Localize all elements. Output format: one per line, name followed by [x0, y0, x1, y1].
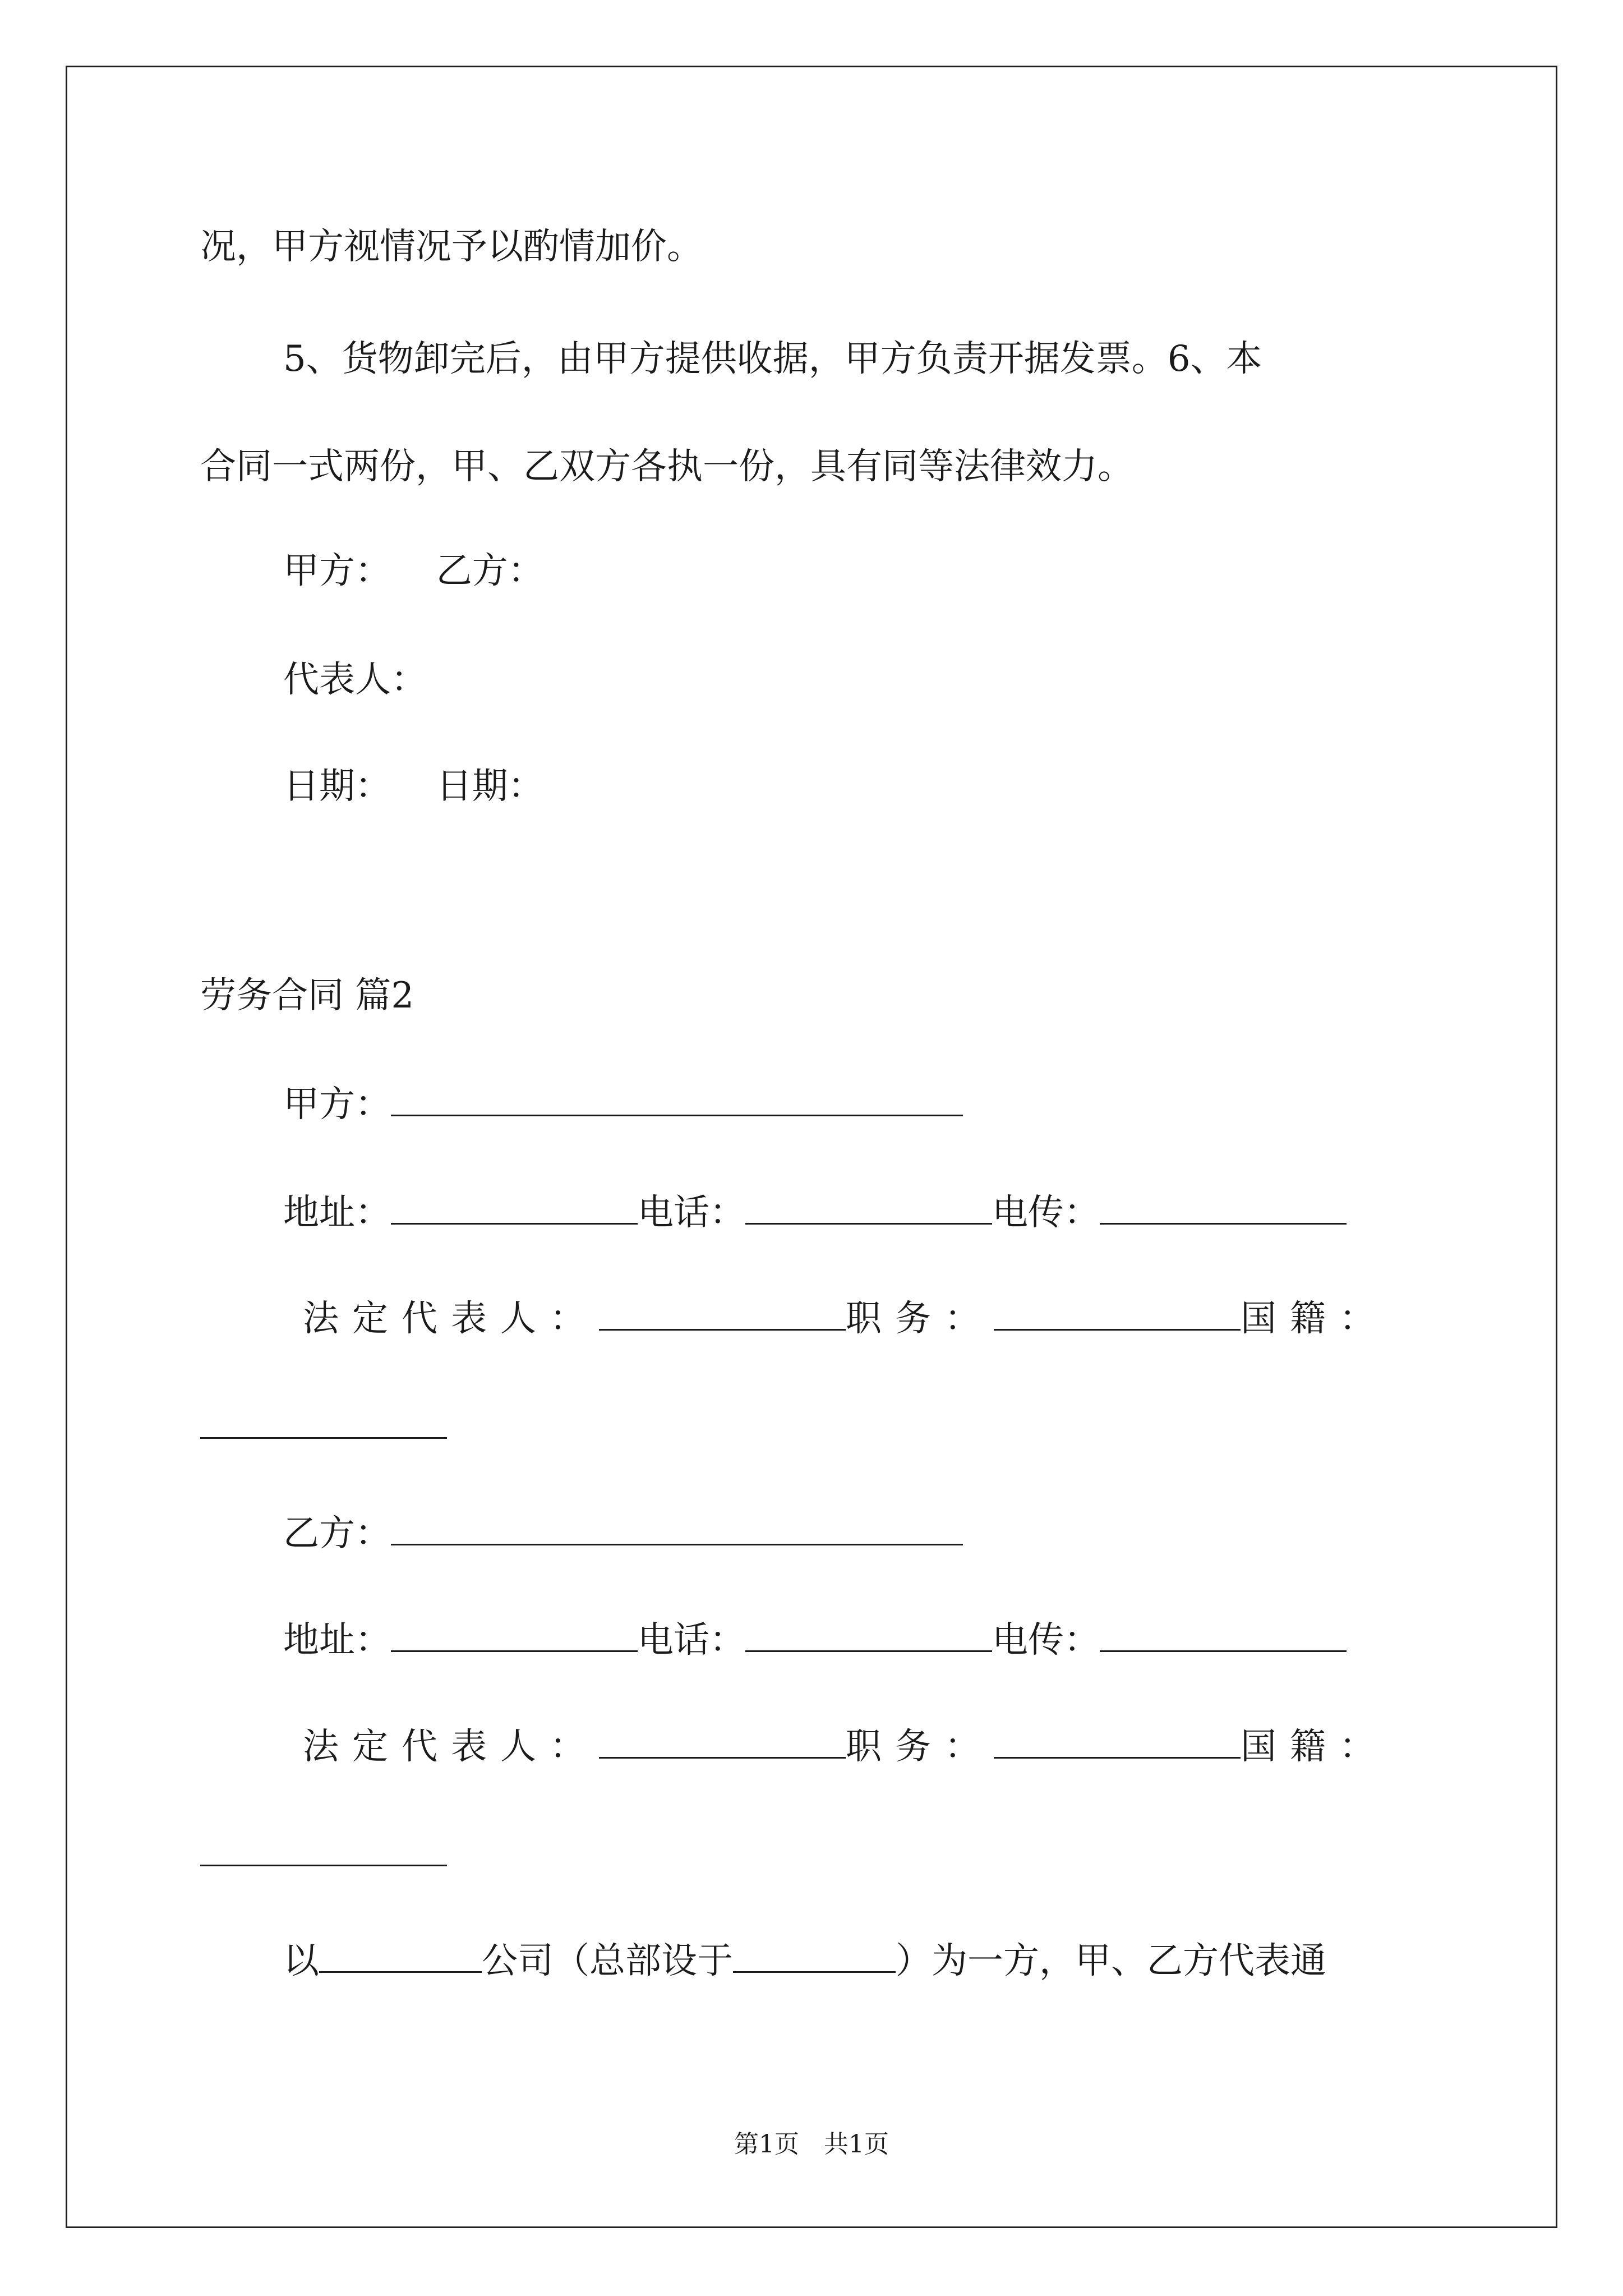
party-a-fax-blank — [1100, 1188, 1347, 1225]
party-b-nationality-line — [200, 1830, 447, 1877]
party-a-phone-label: 电话： — [638, 1192, 745, 1234]
text-line-3-content: 合同一式两份，甲、乙双方各执一份，具有同等法律效力。 — [200, 446, 1133, 487]
party-a-nationality-label: 国籍： — [1241, 1298, 1389, 1340]
text-line-2 — [283, 337, 1262, 381]
party-a-position-label: 职务： — [846, 1298, 994, 1340]
date-b-label: 日期： — [436, 766, 544, 807]
party-b-legal-rep-blank — [599, 1722, 846, 1759]
section-title — [200, 973, 414, 1018]
date-a-label: 日期： — [283, 766, 391, 807]
representative-line — [283, 657, 427, 702]
party-a-position-blank — [994, 1294, 1241, 1331]
party-a-rep-line — [303, 1294, 1389, 1341]
party-b-contact-line — [283, 1616, 1347, 1663]
company-name-blank — [319, 1936, 482, 1973]
party-b-nationality-blank — [200, 1830, 447, 1866]
closing-suffix: ）为一方，甲、乙方代表通 — [896, 1940, 1326, 1982]
page-footer — [0, 2129, 1623, 2160]
section-title-text: 劳务合同 篇2 — [200, 975, 414, 1016]
party-b-address-label: 地址： — [283, 1619, 391, 1661]
party-a-blank — [391, 1080, 963, 1116]
party-b-label: 乙方： — [283, 1513, 391, 1554]
party-b-position-blank — [994, 1722, 1241, 1759]
party-b-phone-blank — [745, 1616, 992, 1652]
party-a-nationality-line — [200, 1402, 447, 1450]
headquarters-blank — [733, 1936, 896, 1973]
party-b-blank — [391, 1509, 963, 1545]
party-b-legal-rep-label: 法定代表人： — [303, 1726, 599, 1768]
party-a-contact-line — [283, 1188, 1347, 1235]
party-a-signature-label: 甲方： — [283, 550, 391, 592]
party-a-nationality-blank — [200, 1402, 447, 1439]
party-b-position-label: 职务： — [846, 1726, 994, 1768]
page-number-text: 第1页 共1页 — [734, 2130, 889, 2159]
representative-label: 代表人： — [283, 659, 427, 701]
party-a-legal-rep-blank — [599, 1294, 846, 1331]
party-a-address-label: 地址： — [283, 1192, 391, 1234]
party-b-fax-label: 电传： — [992, 1619, 1100, 1661]
party-b-signature-label: 乙方： — [436, 550, 544, 592]
party-a-phone-blank — [745, 1188, 992, 1225]
party-b-rep-line — [303, 1722, 1389, 1769]
text-line-3 — [200, 444, 1133, 489]
page-border — [66, 66, 1557, 2228]
party-a-label: 甲方： — [283, 1084, 391, 1125]
text-line-1 — [200, 224, 1423, 269]
party-b-phone-label: 电话： — [638, 1619, 745, 1661]
party-b-nationality-label: 国籍： — [1241, 1726, 1389, 1768]
party-a-fax-label: 电传： — [992, 1192, 1100, 1234]
closing-company: 公司（总部设于 — [482, 1940, 733, 1982]
party-a-address-blank — [391, 1188, 638, 1225]
party-a-line — [283, 1080, 963, 1127]
text-line-2-content: 5、货物卸完后，由甲方提供收据，甲方负责开据发票。6、本 — [283, 338, 1262, 380]
closing-prefix: 以 — [283, 1940, 319, 1982]
party-b-fax-blank — [1100, 1616, 1347, 1652]
signature-parties-line — [283, 549, 544, 593]
closing-line — [283, 1936, 1326, 1984]
date-line — [283, 764, 544, 809]
party-b-line — [283, 1509, 963, 1556]
party-b-address-blank — [391, 1616, 638, 1652]
text-line-1-content: 况，甲方视情况予以酌情加价。 — [200, 226, 703, 268]
party-a-legal-rep-label: 法定代表人： — [303, 1298, 599, 1340]
